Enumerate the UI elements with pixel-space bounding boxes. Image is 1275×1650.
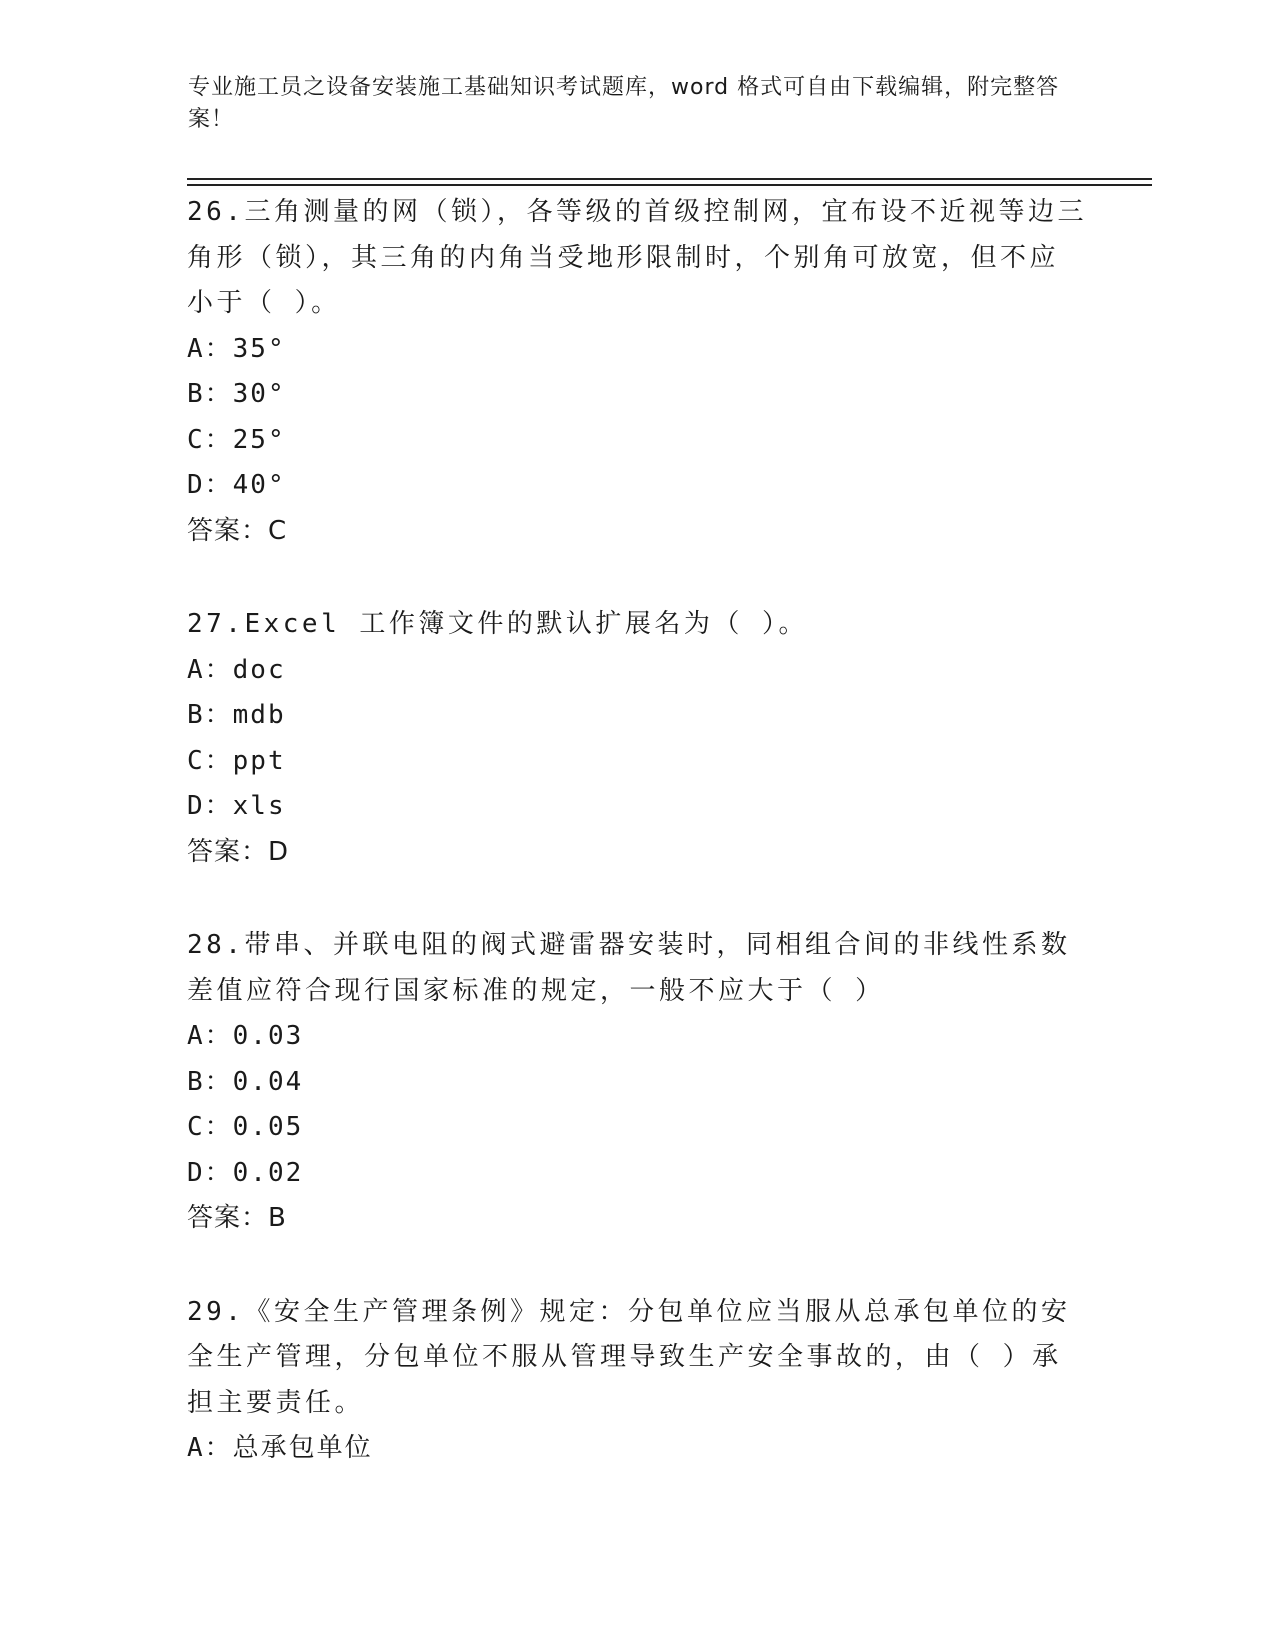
question-27 xyxy=(187,602,1087,875)
option-a: A：0.03 xyxy=(187,1021,304,1051)
question-29 xyxy=(187,1290,1087,1472)
header-rule-bottom xyxy=(187,184,1152,186)
question-text: 26.三角测量的网（锁），各等级的首级控制网，宜布设不近视等边三角形（锁），其三角的内角当受地形限制时，个别角可放宽，但不应小于（ ）。 xyxy=(187,197,1087,318)
option-b: B：30° xyxy=(187,379,286,409)
option-a: A：doc xyxy=(187,654,286,685)
option-d: D：xls xyxy=(187,791,286,821)
option-d: D：40° xyxy=(187,470,286,500)
answer-line: 答案：C xyxy=(187,515,288,546)
answer-line: 答案：B xyxy=(187,1203,287,1233)
option-c: C：ppt xyxy=(187,745,286,776)
question-text: 28.带串、并联电阻的阀式避雷器安装时，同相组合间的非线性系数差值应符合现行国家标准的规定，一般不应大于（ ） xyxy=(187,930,1071,1006)
answer-line: 答案：D xyxy=(187,836,290,867)
header-rule-top xyxy=(187,178,1152,180)
option-c: C：0.05 xyxy=(187,1112,304,1142)
option-a: A：总承包单位 xyxy=(187,1433,373,1463)
question-list xyxy=(187,190,1087,1520)
header-text: 专业施工员之设备安装施工基础知识考试题库，word 格式可自由下载编辑，附完整答案！ xyxy=(188,75,1060,132)
question-text: 27.Excel 工作簿文件的默认扩展名为（ ）。 xyxy=(187,609,809,639)
option-a: A：35° xyxy=(187,333,286,364)
option-c: C：25° xyxy=(187,424,286,455)
option-d: D：0.02 xyxy=(187,1157,304,1188)
option-b: B：0.04 xyxy=(187,1066,304,1097)
question-text: 29.《安全生产管理条例》规定：分包单位应当服从总承包单位的安全生产管理，分包单位不服从管理导致生产安全事故的，由（ ）承担主要责任。 xyxy=(187,1296,1071,1418)
option-b: B：mdb xyxy=(187,700,286,730)
document-header xyxy=(188,72,1068,136)
question-28 xyxy=(187,923,1087,1242)
question-26 xyxy=(187,190,1087,554)
